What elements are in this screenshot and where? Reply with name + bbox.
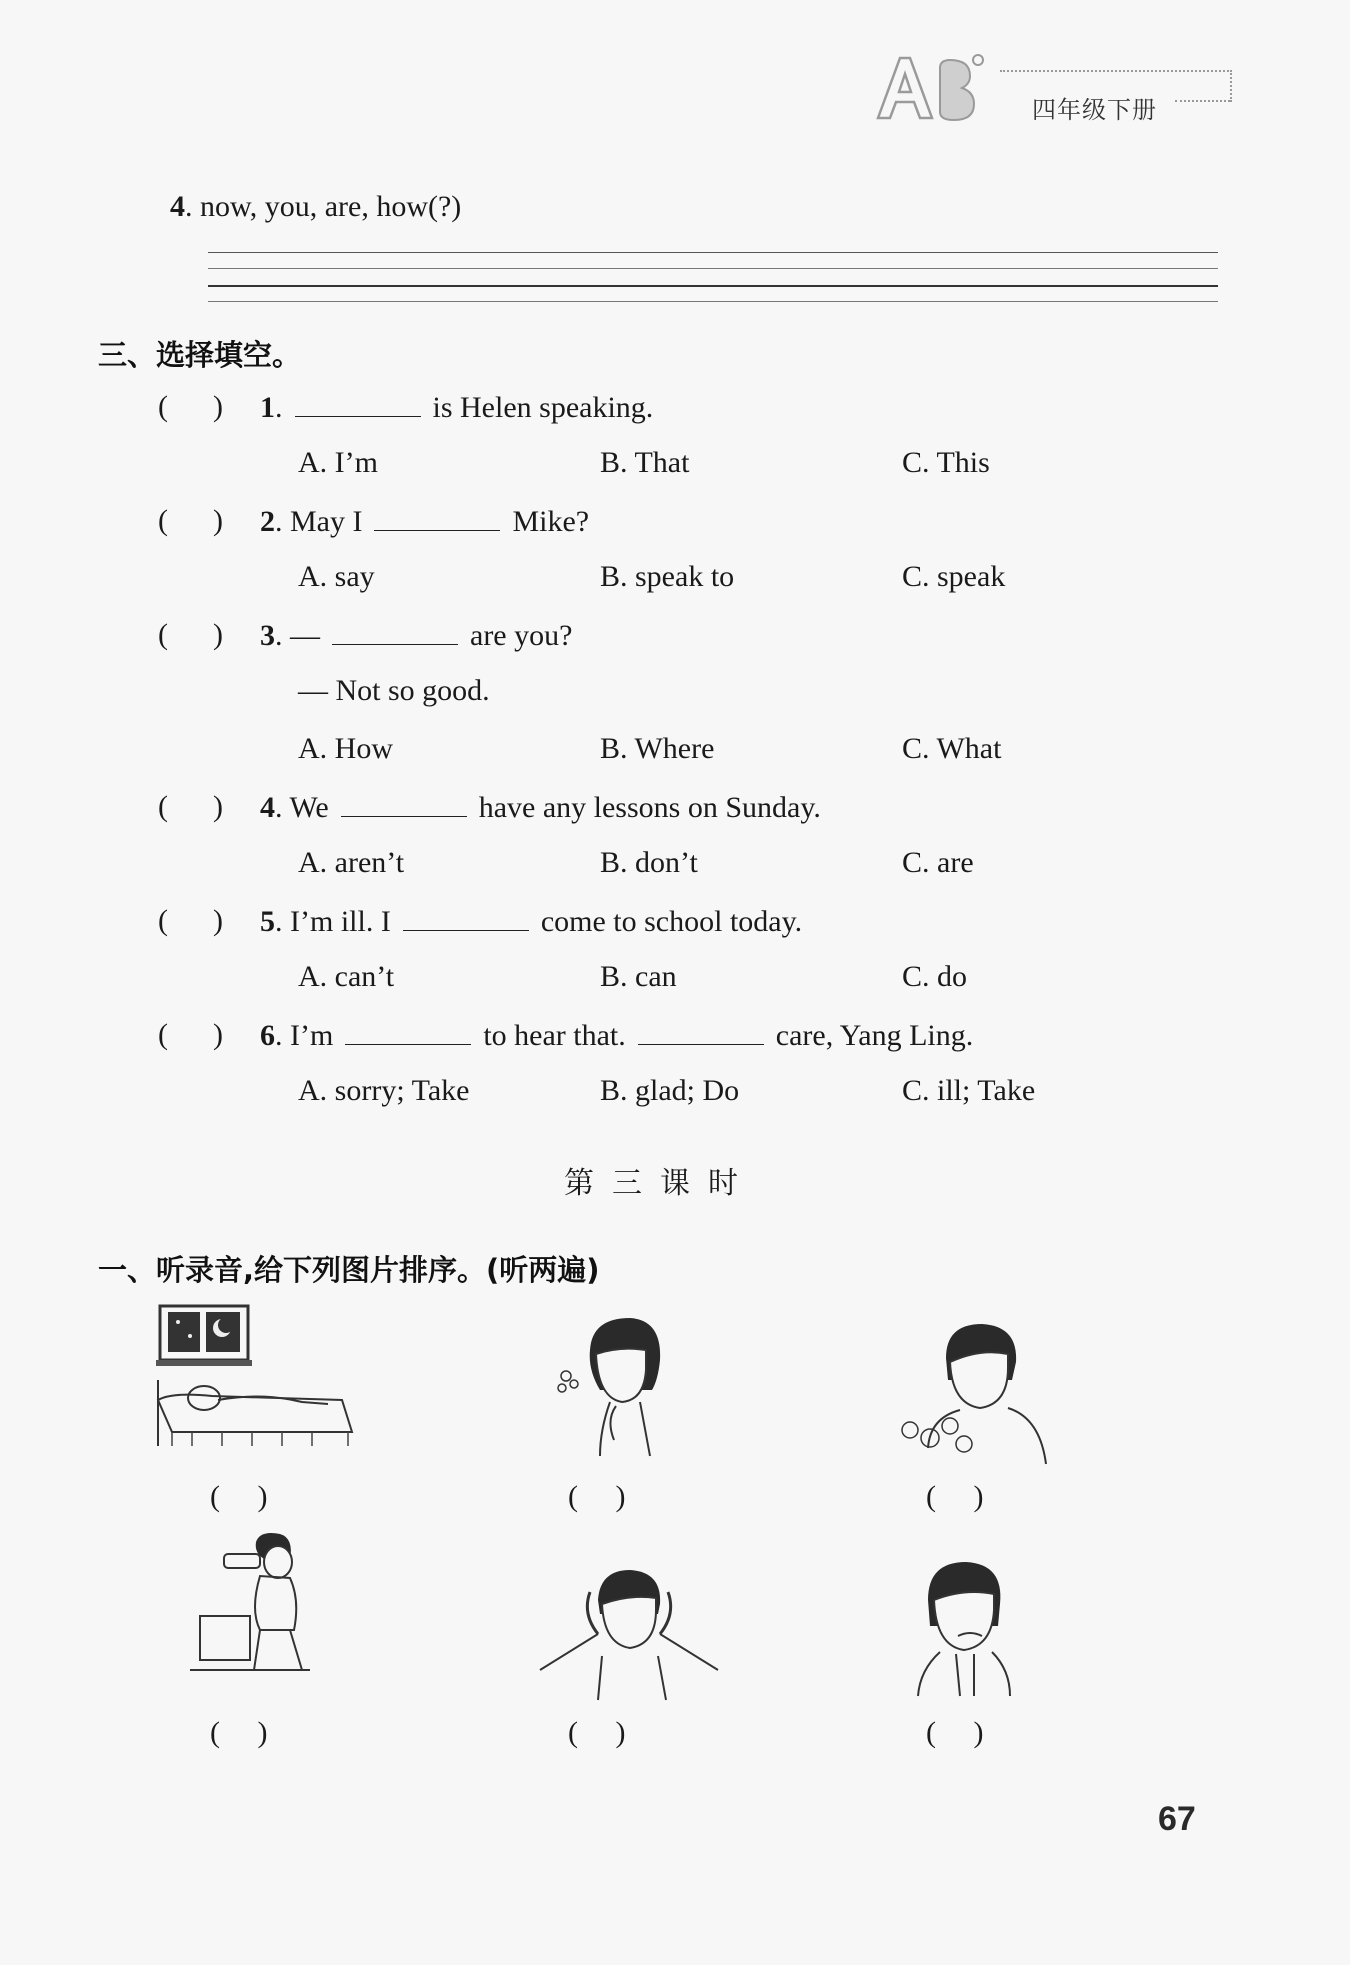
header-dotted-line (1000, 70, 1232, 72)
option-a: A. sorry; Take (298, 1074, 470, 1107)
option-c: C. speak (902, 560, 1006, 593)
question-3-reply: — Not so good. (298, 674, 490, 707)
answer-bracket: ( ) (158, 504, 223, 537)
answer-bracket: ( ) (926, 1716, 984, 1749)
writing-line (208, 252, 1218, 253)
listening-section-title: 一、听录音,给下列图片排序。(听两遍) (98, 1253, 600, 1287)
sleeping-boy-picture (152, 1300, 362, 1450)
option-a: A. I’m (298, 446, 378, 479)
lesson-title: 第三课时 (564, 1166, 756, 1201)
header-dotted-line-lower (1175, 100, 1230, 102)
ab-logo-icon (870, 48, 1000, 126)
headache-boy-picture (538, 1570, 748, 1720)
answer-bracket: ( ) (926, 1480, 984, 1513)
option-b: B. speak to (600, 560, 735, 593)
question-1: 1. is Helen speaking. (260, 391, 654, 424)
option-b: B. don’t (600, 846, 698, 879)
answer-bracket: ( ) (568, 1716, 626, 1749)
section-title: 三、选择填空。 (98, 338, 302, 372)
option-a: A. How (298, 732, 393, 765)
page-number: 67 (1158, 1800, 1196, 1838)
rearrange-question-4: 4. now, you, are, how(?) (170, 190, 462, 223)
question-4: 4. We have any lessons on Sunday. (260, 791, 821, 824)
question-3: 3. — are you? (260, 619, 573, 652)
writing-line (208, 268, 1218, 269)
drinking-water-picture (190, 1530, 400, 1680)
answer-bracket: ( ) (158, 390, 223, 423)
option-c: C. This (902, 446, 990, 479)
coughing-boy-picture (540, 1310, 750, 1460)
answer-bracket: ( ) (568, 1480, 626, 1513)
answer-bracket: ( ) (158, 904, 223, 937)
option-b: B. That (600, 446, 690, 479)
answer-bracket: ( ) (210, 1480, 268, 1513)
option-a: A. can’t (298, 960, 395, 993)
option-c: C. What (902, 732, 1002, 765)
answer-bracket: ( ) (158, 618, 223, 651)
answer-bracket: ( ) (158, 1018, 223, 1051)
writing-line (208, 285, 1218, 287)
toothache-boy-picture (900, 1560, 1110, 1710)
option-c: C. are (902, 846, 974, 879)
option-b: B. can (600, 960, 677, 993)
option-c: C. ill; Take (902, 1074, 1036, 1107)
question-2: 2. May I Mike? (260, 505, 590, 538)
option-a: A. aren’t (298, 846, 405, 879)
writing-line (208, 301, 1218, 302)
header-dotted-edge (1230, 70, 1232, 102)
answer-bracket: ( ) (210, 1716, 268, 1749)
option-a: A. say (298, 560, 375, 593)
question-5: 5. I’m ill. I come to school today. (260, 905, 803, 938)
grade-label: 四年级下册 (1032, 96, 1157, 124)
option-c: C. do (902, 960, 968, 993)
question-6: 6. I’m to hear that. care, Yang Ling. (260, 1019, 974, 1052)
option-b: B. Where (600, 732, 715, 765)
option-b: B. glad; Do (600, 1074, 740, 1107)
sneezing-boy-picture (890, 1318, 1100, 1468)
answer-bracket: ( ) (158, 790, 223, 823)
